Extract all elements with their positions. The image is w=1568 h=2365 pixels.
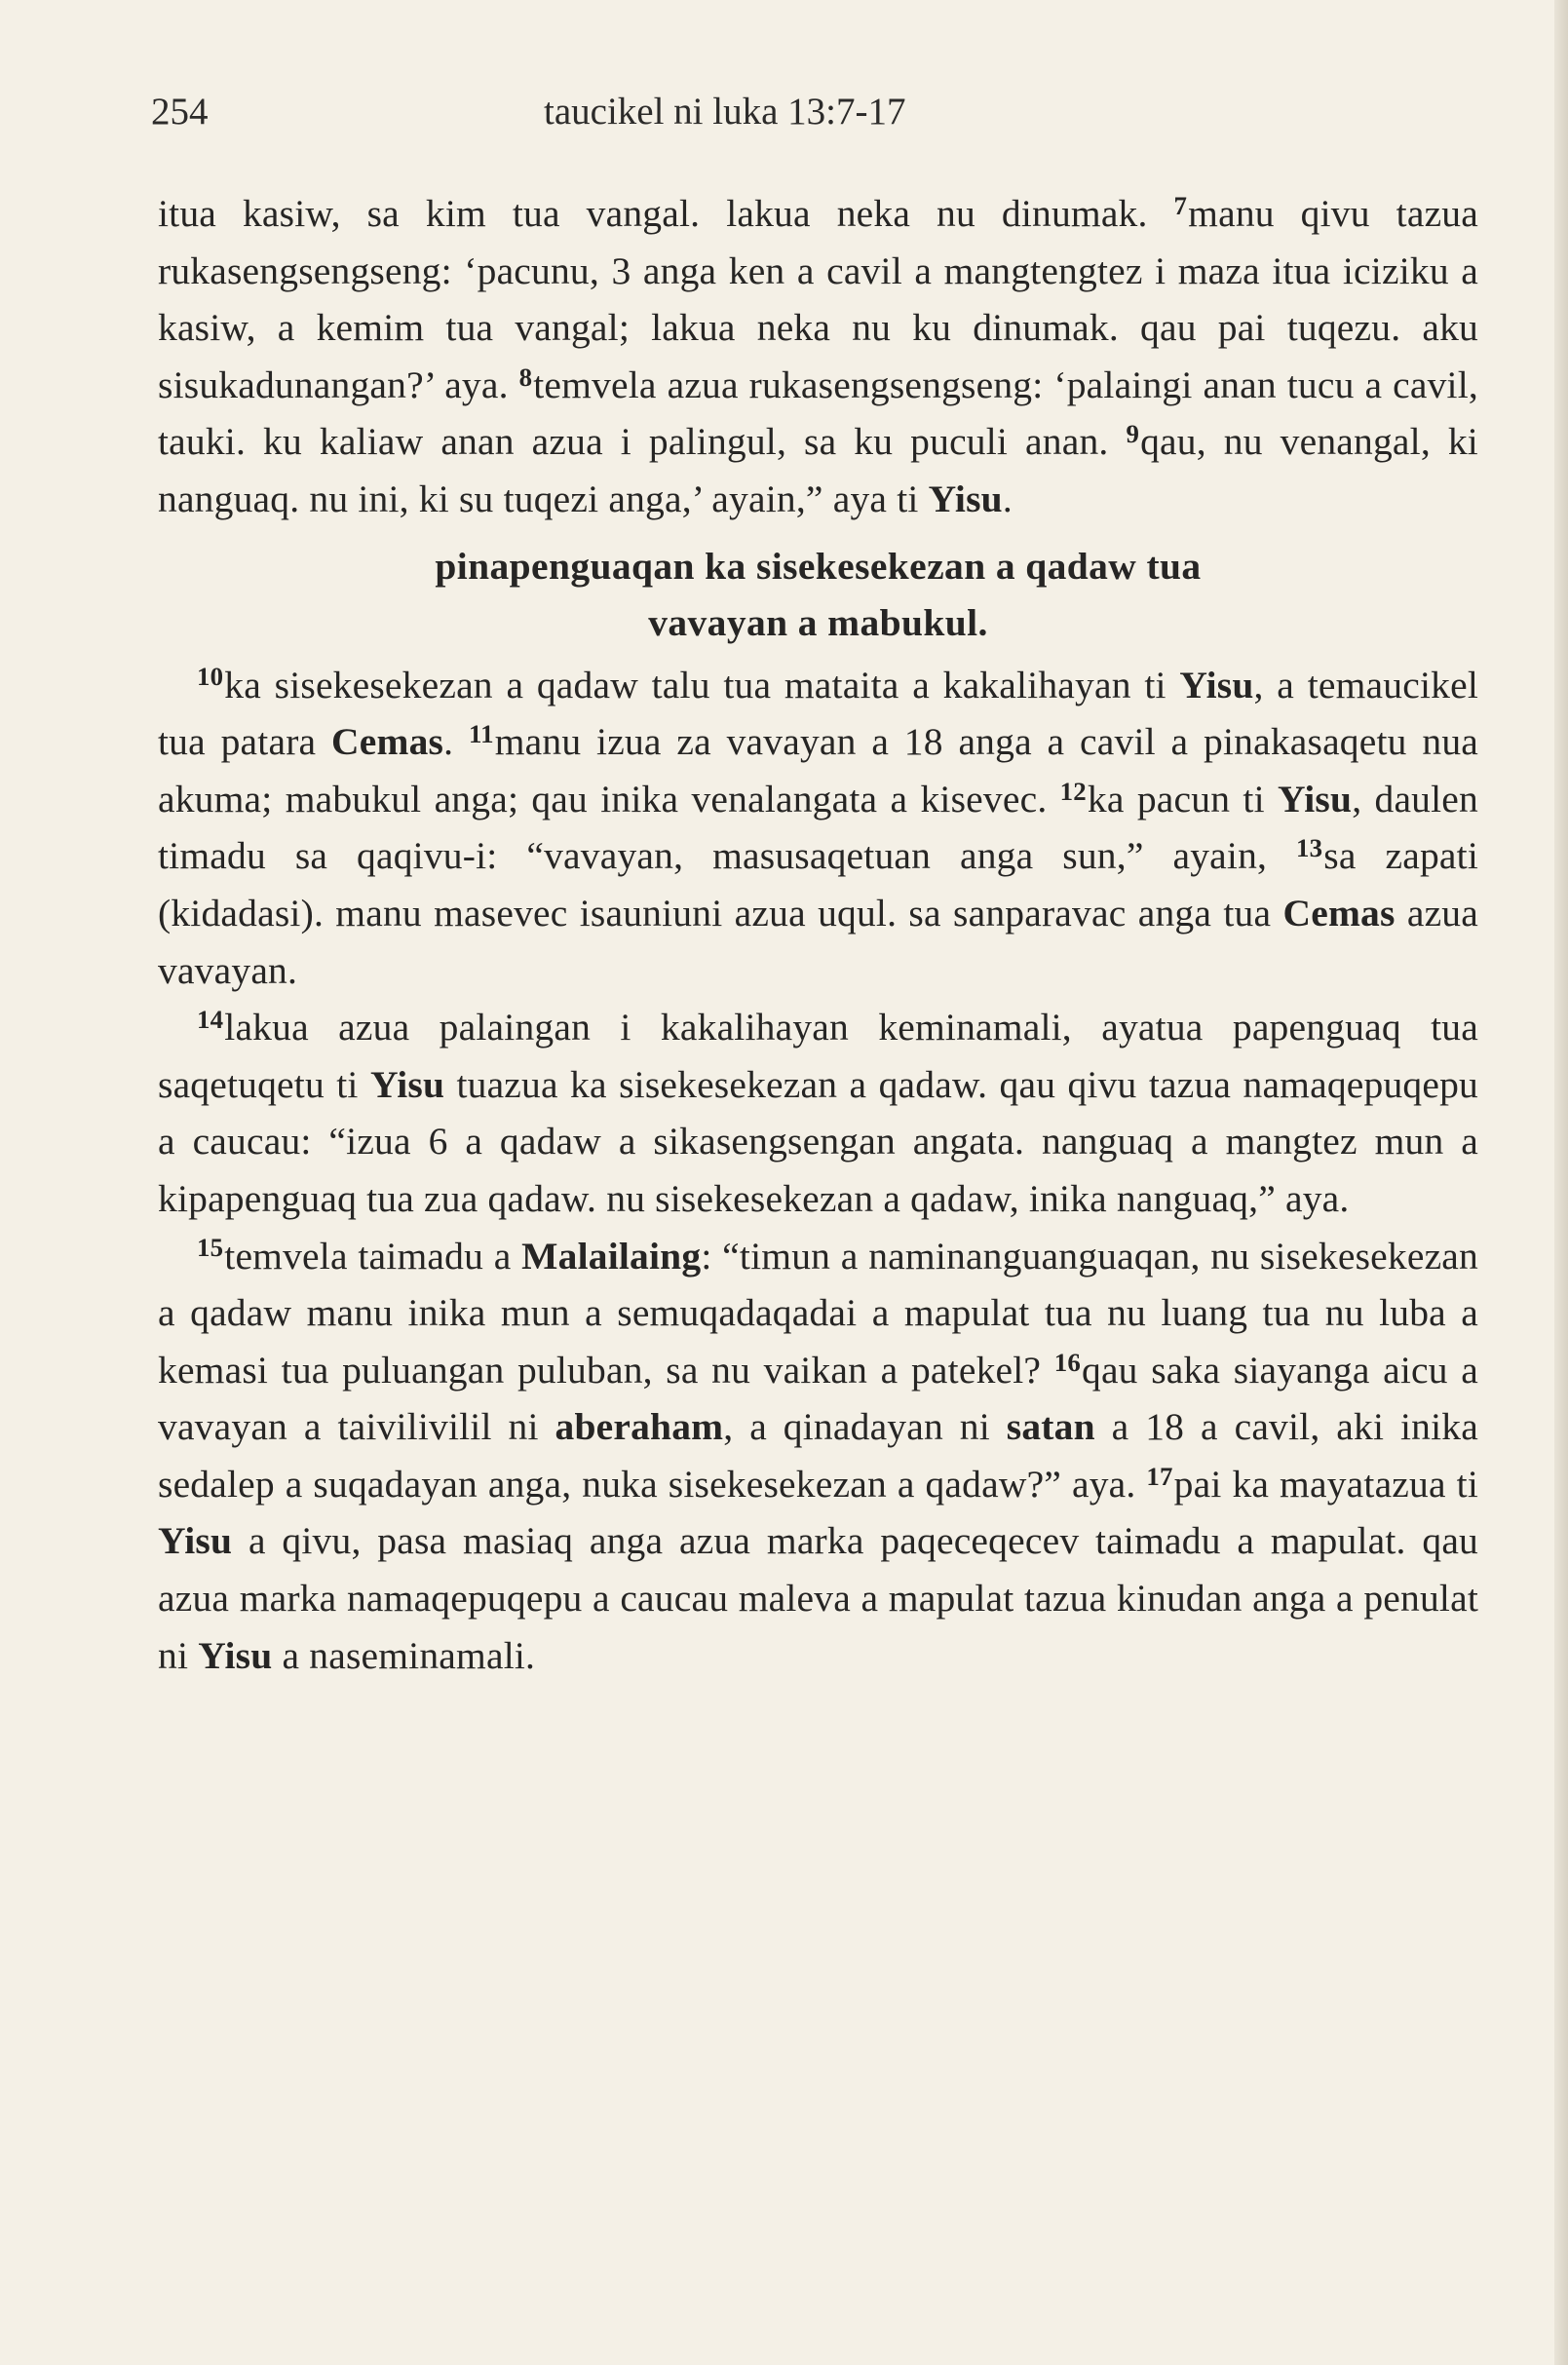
text-run: , a qinadayan ni <box>723 1405 1007 1449</box>
verse-number: 14 <box>197 1005 224 1035</box>
verse-number: 13 <box>1296 833 1323 863</box>
verse-number: 15 <box>197 1233 224 1263</box>
text-run: itua kasiw, sa kim tua vangal. lakua neka nu dinumak. <box>158 192 1174 235</box>
text-run: a naseminamali. <box>272 1633 536 1677</box>
section-heading-line: pinapenguaqan ka sisekesekezan a qadaw tua <box>435 544 1202 588</box>
running-head: taucikel ni luka 13:7-17 <box>544 91 906 133</box>
name-bold: Cemas <box>331 720 444 764</box>
verse-number: 17 <box>1146 1461 1173 1491</box>
text-run: a 18 a cavil, aki inika sedalep a suqadayan anga, nuka sisekesekezan a qadaw?” aya. <box>158 1405 1478 1506</box>
text-run: sa zapati (kidadasi). manu masevec isauniuni azua uqul. sa sanparavac anga tua <box>158 834 1479 935</box>
verse-number: 9 <box>1126 419 1140 449</box>
section-heading <box>158 538 1478 651</box>
name-bold: Yisu <box>1179 663 1254 706</box>
text-run: ka sisekesekezan a qadaw talu tua mataita a kakalihayan ti <box>224 663 1180 706</box>
text-run: , daulen timadu sa qaqivu-i: “vavayan, masusaqetuan anga sun,” ayain, <box>158 777 1478 878</box>
page-header <box>151 90 1126 148</box>
verse-number: 11 <box>468 719 494 749</box>
name-bold: satan <box>1006 1405 1095 1449</box>
verse-number: 12 <box>1059 776 1087 806</box>
verse-number: 7 <box>1173 190 1188 220</box>
body-text <box>158 185 1478 1684</box>
text-run: . <box>1002 477 1013 520</box>
name-bold: Yisu <box>369 1062 445 1106</box>
page-number: 254 <box>151 91 209 133</box>
name-bold: aberaham <box>555 1405 724 1449</box>
verse-number: 10 <box>197 662 224 692</box>
name-bold: Yisu <box>158 1519 233 1563</box>
text-run: ka pacun ti <box>1087 777 1278 820</box>
name-bold: Yisu <box>1278 777 1353 820</box>
paragraph <box>158 185 1478 528</box>
name-bold: Malailaing <box>521 1234 702 1278</box>
text-run: azua vavayan. <box>158 891 1478 992</box>
paragraph <box>158 999 1478 1227</box>
name-bold: Yisu <box>928 477 1003 520</box>
text-run: qau, nu venangal, ki nanguaq. nu ini, ki su tuqezi anga,’ ayain,” aya ti <box>158 420 1478 520</box>
text-run: manu qivu tazua rukasengsengseng: ‘pacunu, 3 anga ken a cavil a mangtengtez i maza itua iciziku a kasiw, a kemim tua vangal; lakua neka nu ku dinumak. qau pai tuqezu. aku sisukadunangan?’ aya. <box>158 192 1478 406</box>
text-run: temvela azua rukasengsengseng: ‘palaingi anan tucu a cavil, tauki. ku kaliaw anan azua i palingul, sa ku puculi anan. <box>158 362 1478 464</box>
text-run: . <box>443 720 469 764</box>
text-run: pai ka mayatazua ti <box>1173 1462 1478 1506</box>
verse-number: 16 <box>1053 1347 1081 1377</box>
verse-number: 8 <box>518 362 533 392</box>
paragraph <box>158 657 1478 1000</box>
section-heading-line: vavayan a mabukul. <box>648 600 988 644</box>
text-run: : “timun a naminanguanguaqan, nu sisekesekezan a qadaw manu inika mun a semuqadaqadai a mapulat tua nu luang tua nu luba a kemasi tua puluangan puluban, sa nu vaikan a patekel? <box>158 1234 1478 1392</box>
paragraph <box>158 1228 1478 1685</box>
name-bold: Cemas <box>1282 891 1396 935</box>
text-run: tuazua ka sisekesekezan a qadaw. qau qivu tazua namaqepuqepu a caucau: “izua 6 a qadaw a sikasengsengan angata. nanguaq a mangtez mun a kipapenguaq tua zua qadaw. nu sisekesekezan a qadaw, inika nanguaq,” aya. <box>158 1062 1478 1220</box>
text-run: lakua azua palaingan i kakalihayan keminamali, ayatua papenguaq tua saqetuqetu ti <box>158 1006 1478 1106</box>
text-run: qau saka siayanga aicu a vavayan a taivilivilil ni <box>158 1348 1479 1449</box>
page-edge-shadow <box>1554 0 1568 2365</box>
text-run: manu izua za vavayan a 18 anga a cavil a pinakasaqetu nua akuma; mabukul anga; qau inika venalangata a kisevec. <box>158 720 1478 820</box>
name-bold: Yisu <box>198 1633 273 1677</box>
text-run: temvela taimadu a <box>224 1234 522 1278</box>
text-run: , a temaucikel tua patara <box>158 663 1478 764</box>
text-run: a qivu, pasa masiaq anga azua marka paqeceqecev taimadu a mapulat. qau azua marka namaqepuqepu a caucau maleva a mapulat tazua kinudan anga a penulat ni <box>158 1519 1478 1677</box>
